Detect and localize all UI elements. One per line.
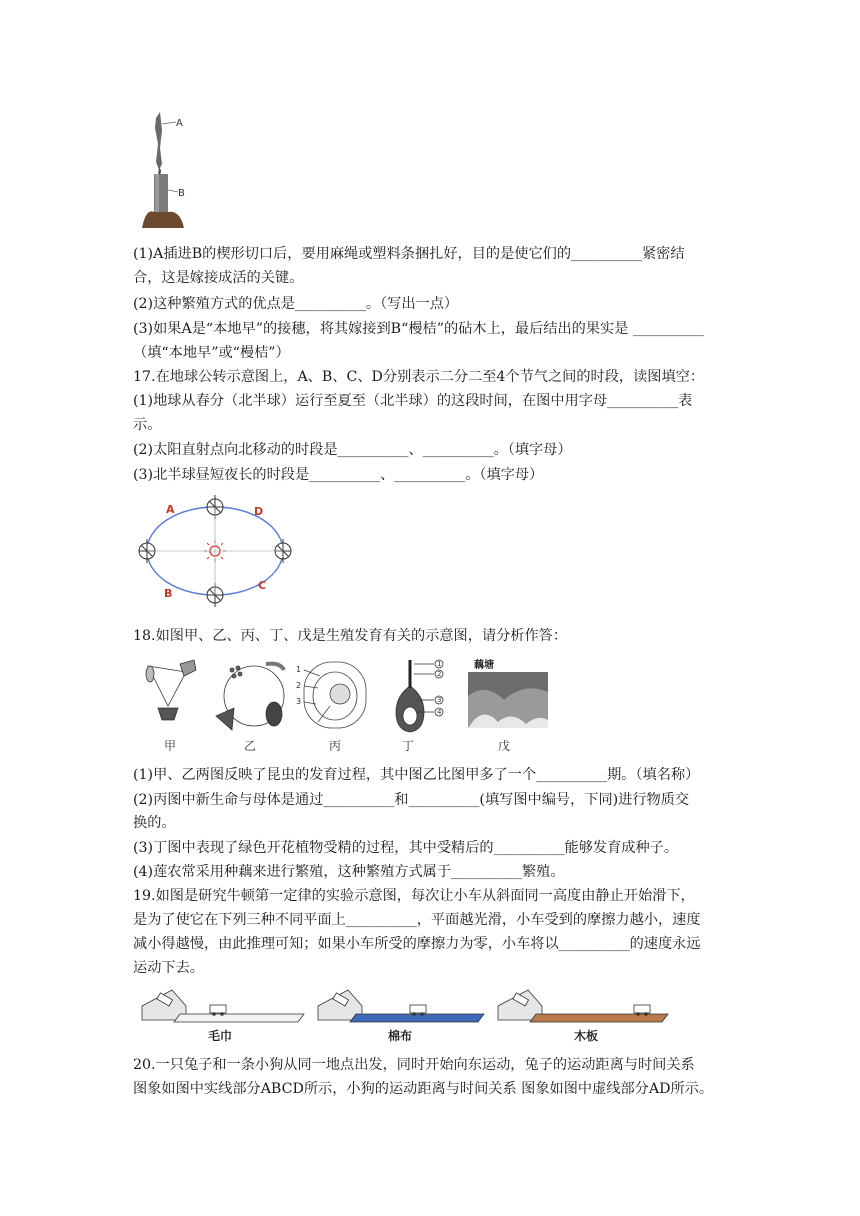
caption-yi: 乙	[244, 739, 257, 753]
q20-line1: 20.一只兔子和一条小狗从同一地点出发，同时开始向东运动，兔子的运动距离与时间关系	[133, 1057, 695, 1073]
segment-d-label: D	[254, 505, 264, 518]
q16-part3-cont: （填“本地早”或“槾桔”）	[133, 345, 290, 361]
stock-label: B	[178, 188, 185, 199]
surface-cotton-label: 棉布	[388, 1029, 413, 1043]
svg-text:1: 1	[296, 665, 302, 674]
q17-part3: (3)北半球昼短夜长的时段是__________、__________。（填字母）	[133, 467, 544, 483]
q18-part4: (4)莲农常采用种藕来进行繁殖，这种繁殖方式属于__________繁殖。	[133, 864, 565, 880]
svg-text:3: 3	[437, 696, 442, 704]
surface-towel-label: 毛巾	[208, 1029, 233, 1043]
q17-part2: (2)太阳直射点向北移动的时段是__________、__________。（填字母）	[133, 442, 572, 458]
q19-line3: 减小得越慢，由此推理可知；如果小车所受的摩擦力为零，小车将以__________的速度永远	[133, 936, 701, 952]
svg-text:1: 1	[437, 660, 442, 668]
q16-part1: (1)A插进B的楔形切口后，要用麻绳或塑料条捆扎好，目的是使它们的__________紧密结	[133, 246, 685, 262]
segment-a-label: A	[166, 503, 175, 516]
q18-part1: (1)甲、乙两图反映了昆虫的发育过程，其中图乙比图甲多了一个__________期。（填名称）	[133, 767, 700, 783]
q19-line2: 是为了使它在下列三种不同平面上__________，平面越光滑，小车受到的摩擦力越小，速度	[133, 912, 701, 928]
segment-c-label: C	[258, 579, 267, 592]
lotus-pond-label: 藕塘	[474, 660, 494, 671]
svg-text:2: 2	[296, 681, 302, 690]
earth-orbit-figure	[134, 493, 300, 609]
figure-ding	[396, 660, 443, 732]
scion-label: A	[176, 118, 183, 129]
caption-jia: 甲	[164, 739, 177, 753]
q18-part2: (2)丙图中新生命与母体是通过__________和__________(填写图中编号，下同)进行物质交	[133, 792, 690, 808]
q17-part1: (1)地球从春分（北半球）运行至夏至（北半球）的这段时间，在图中用字母__________表	[133, 393, 693, 409]
svg-text:3: 3	[296, 697, 302, 706]
figure-yi	[216, 664, 284, 730]
q16-part3: (3)如果A是“本地早”的接穗，将其嫁接到B“槾桔”的砧木上，最后结出的果实是 __________	[133, 321, 704, 337]
q16-part2: (2)这种繁殖方式的优点是__________。（写出一点）	[133, 296, 459, 312]
q19-line4: 运动下去。	[133, 960, 204, 976]
surface-wood-label: 木板	[574, 1029, 599, 1043]
figure-wu	[468, 658, 548, 728]
q16-part1-cont: 合，这是嫁接成活的关键。	[133, 270, 304, 286]
q18-stem: 18.如图甲、乙、丙、丁、戊是生殖发育有关的示意图，请分析作答：	[133, 628, 568, 644]
ramp-cotton	[318, 990, 484, 1043]
q19-line1: 19.如图是研究牛顿第一定律的实验示意图，每次让小车从斜面同一高度由静止开始滑下，	[133, 888, 695, 904]
ramp-towel	[142, 990, 304, 1043]
figure-jia	[146, 660, 196, 720]
caption-ding: 丁	[402, 739, 415, 753]
ramp-wood	[498, 990, 668, 1043]
q18-part3: (3)丁图中表现了绿色开花植物受精的过程，其中受精后的__________能够发育成种子。	[133, 840, 679, 856]
segment-b-label: B	[164, 587, 173, 600]
grafting-figure	[140, 108, 200, 230]
svg-text:4: 4	[437, 708, 442, 716]
q17-part1-cont: 示。	[133, 417, 162, 433]
caption-wu: 戊	[498, 739, 511, 753]
q17-stem: 17.在地球公转示意图上，A、B、C、D分别表示二分二至4个节气之间的时段，读图填空：	[133, 369, 705, 385]
figure-bing	[296, 662, 366, 728]
q20-line2: 图象如图中实线部分ABCD所示，小狗的运动距离与时间关系 图象如图中虚线部分AD所示。	[133, 1081, 714, 1097]
q18-part2-cont: 换的。	[133, 815, 176, 831]
reproduction-figures	[134, 656, 554, 756]
svg-text:2: 2	[437, 670, 442, 678]
newton-ramps-figure	[138, 984, 674, 1044]
caption-bing: 丙	[329, 739, 342, 753]
